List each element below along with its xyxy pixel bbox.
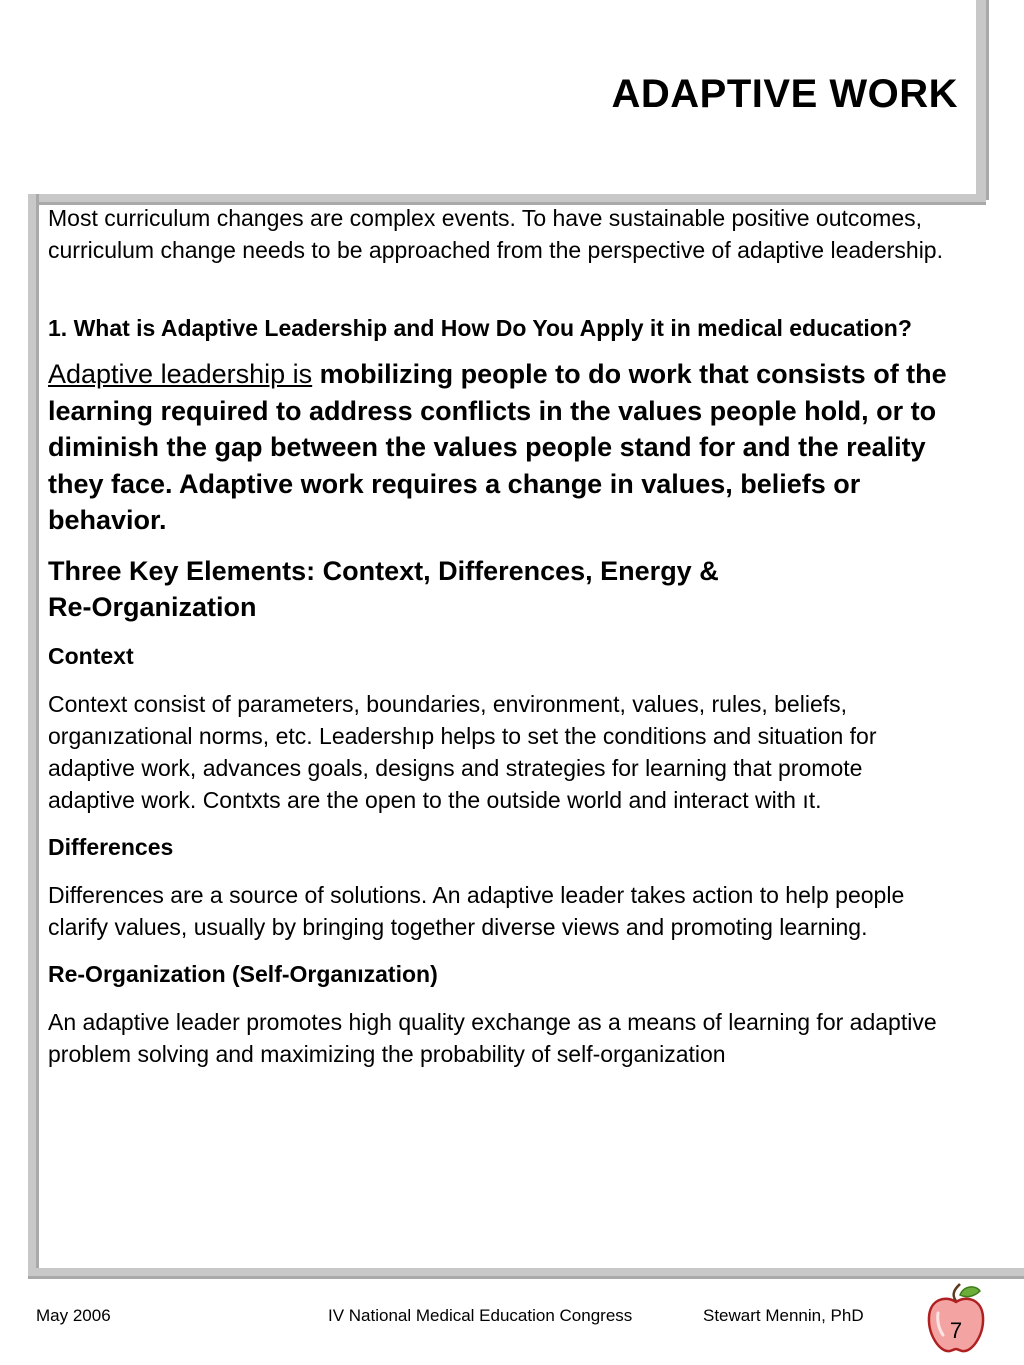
slide-content [48,202,948,1070]
page-number: 7 [949,1318,963,1343]
frame-title-divider [32,194,986,202]
footer-author: Stewart Mennin, PhD [703,1306,864,1325]
page-title: ADAPTIVE WORK [611,72,958,116]
section-heading-differences: Differences [48,833,174,860]
section-heading-reorganization: Re-Organization (Self-Organızation) [48,960,438,987]
frame-right-border [976,0,986,200]
question-heading: 1. What is Adaptive Leadership and How Do You Apply it in medical education? [48,315,912,341]
section-heading-context: Context [48,642,134,669]
section-text-context: Context consist of parameters, boundaries, environment, values, rules, beliefs, organızational norms, etc. Leadershıp helps to set the conditions and situation for adaptive work, advances goals, designs and strategies for learning that promote adaptive work. Contxts are the open to the outside world and interact with ıt. [48,690,877,813]
footer-date: May 2006 [36,1306,111,1325]
key-elements-heading [48,553,948,626]
footer-event: IV National Medical Education Congress [328,1306,633,1325]
section-text-reorganization: An adaptive leader promotes high quality exchange as a means of learning for adaptive problem solving and maximizing the probability of self-organization [48,1008,937,1067]
definition-lead: Adaptive leadership is [48,359,313,389]
section-text-differences: Differences are a source of solutions. An adaptive leader takes action to help people clarify values, usually by bringing together diverse views and promoting learning. [48,881,905,940]
definition-paragraph [48,356,948,539]
key-elements-line1: Three Key Elements: Context, Differences, Energy & [48,555,719,586]
intro-paragraph: Most curriculum changes are complex events. To have sustainable positive outcomes, curriculum change needs to be approached from the perspective of adaptive leadership. [48,205,943,263]
frame-left-border [28,194,36,1276]
frame-bottom-border [28,1268,1024,1276]
key-elements-line2: Re-Organization [48,592,257,622]
definition-body: mobilizing people to do work that consists of the learning required to address conflicts in the values people hold, or to diminish the gap between the values people stand for and the reality they face. Adaptive work requires a change in values, beliefs or behavior. [48,359,947,535]
